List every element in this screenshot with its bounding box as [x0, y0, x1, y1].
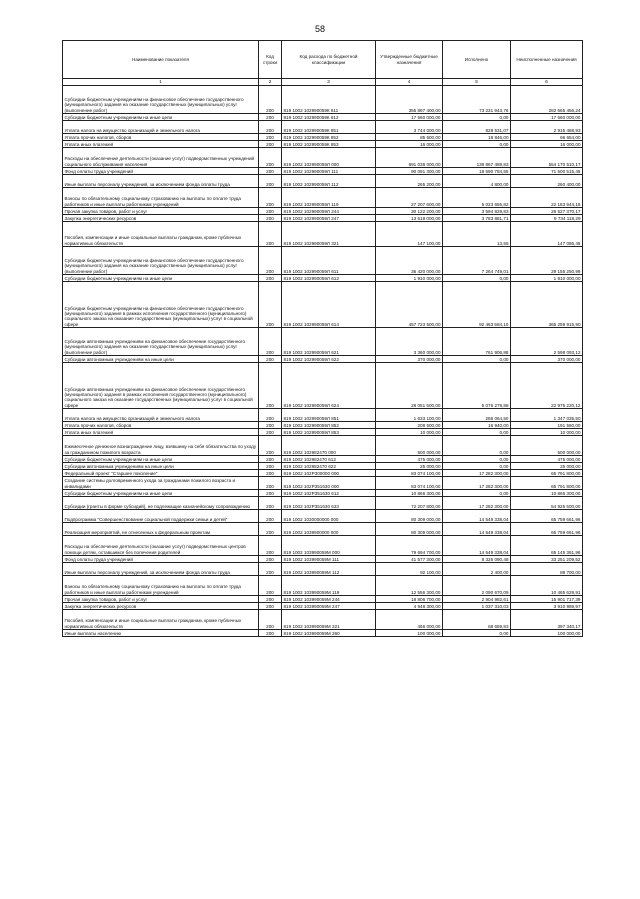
cell-budget-code: 819 1002 102Р351630 612	[282, 490, 376, 497]
table-row	[63, 363, 583, 409]
cell-indicator-name: Ежемесячное денежное вознаграждение лицу, взявшему на себя обязательства по уходу за гражданином пожилого возраста	[63, 436, 259, 456]
cell-line-code: 200	[259, 141, 282, 148]
cell-approved: 28 051 500,00	[376, 363, 443, 409]
cell-approved: 17 560 000,00	[376, 114, 443, 121]
cell-line-code: 200	[259, 275, 282, 282]
table-row	[63, 141, 583, 148]
table-row	[63, 114, 583, 121]
cell-executed: 5 076 279,88	[443, 363, 511, 409]
cell-executed: 8 326 090,48	[443, 556, 511, 563]
cell-line-code: 200	[259, 456, 282, 463]
cell-indicator-name: Уплата налога на имущество организаций и земельного налога	[63, 409, 259, 422]
table-row	[63, 222, 583, 247]
cell-executed: 286 064,50	[443, 409, 511, 422]
cell-unexecuted: 397 340,17	[511, 610, 583, 630]
table-row	[63, 121, 583, 134]
cell-unexecuted: 65 791 800,00	[511, 470, 583, 477]
header-approved: Утвержденные бюджетные назначения	[376, 41, 443, 79]
cell-approved: 500 000,00	[376, 436, 443, 456]
cell-executed: 0,00	[443, 114, 511, 121]
cell-executed: 136 867 489,83	[443, 148, 511, 168]
cell-unexecuted: 1 910 000,00	[511, 275, 583, 282]
cell-budget-code: 819 1002 102990059Л 321	[282, 222, 376, 247]
table-row	[63, 436, 583, 456]
cell-line-code: 200	[259, 429, 282, 436]
cell-line-code: 200	[259, 523, 282, 536]
cell-executed: 18 590 784,55	[443, 168, 511, 175]
cell-budget-code: 819 1002 102990059К 851	[282, 121, 376, 134]
cell-budget-code: 819 1002 1030000000 000	[282, 510, 376, 523]
cell-indicator-name: Уплата прочих налогов, сборов	[63, 422, 259, 429]
cell-executed: 17 282 300,00	[443, 477, 511, 490]
header-line-code: Код строки	[259, 41, 282, 79]
table-row	[63, 282, 583, 328]
cell-indicator-name: Взносы по обязательному социальному страхованию на выплаты по оплате труда работников и иные выплаты работникам учреждений	[63, 188, 259, 208]
cell-unexecuted: 65 759 661,96	[511, 510, 583, 523]
cell-approved: 147 100,00	[376, 222, 443, 247]
cell-line-code: 200	[259, 463, 282, 470]
cell-line-code: 200	[259, 563, 282, 576]
cell-executed: 0,00	[443, 436, 511, 456]
cell-approved: 208 500,00	[376, 422, 443, 429]
table-row	[63, 429, 583, 436]
table-row	[63, 356, 583, 363]
cell-line-code: 200	[259, 363, 282, 409]
cell-unexecuted: 365 259 915,90	[511, 282, 583, 328]
cell-unexecuted: 2 598 093,12	[511, 328, 583, 356]
cell-line-code: 200	[259, 630, 282, 637]
cell-unexecuted: 29 155 250,99	[511, 247, 583, 275]
cell-budget-code: 819 1002 102990059Л 853	[282, 429, 376, 436]
cell-executed: 2 400,00	[443, 563, 511, 576]
cell-approved: 83 074 100,00	[376, 470, 443, 477]
cell-executed: 68 659,83	[443, 610, 511, 630]
cell-line-code: 200	[259, 134, 282, 141]
column-number: 6	[511, 79, 583, 86]
cell-unexecuted: 66 654,00	[511, 134, 583, 141]
header-indicator-name: Наименование показателя	[63, 41, 259, 79]
cell-executed: 761 906,88	[443, 328, 511, 356]
expenditure-table	[62, 40, 583, 637]
table-row	[63, 409, 583, 422]
cell-executed: 0,00	[443, 630, 511, 637]
cell-unexecuted: 475 000,00	[511, 456, 583, 463]
cell-budget-code: 819 1002 103990059М 360	[282, 630, 376, 637]
cell-budget-code: 819 1002 103990059М 000	[282, 536, 376, 556]
cell-line-code: 200	[259, 222, 282, 247]
cell-budget-code: 819 1002 102990059Л 112	[282, 175, 376, 188]
cell-approved: 18 806 700,00	[376, 596, 443, 603]
cell-executed: 0,00	[443, 356, 511, 363]
cell-line-code: 200	[259, 409, 282, 422]
cell-executed: 2 904 982,61	[443, 596, 511, 603]
cell-approved: 80 309 000,00	[376, 510, 443, 523]
table-row	[63, 148, 583, 168]
cell-unexecuted: 22 183 944,18	[511, 188, 583, 208]
cell-budget-code: 819 1002 102990059Л 612	[282, 275, 376, 282]
cell-unexecuted: 15 901 717,39	[511, 596, 583, 603]
cell-indicator-name: Взносы по обязательному социальному страхованию на выплаты по оплате труда работников и иные выплаты работникам учреждений	[63, 576, 259, 596]
cell-budget-code: 819 1002 102990059Л 614	[282, 282, 376, 328]
cell-executed: 92 463 584,10	[443, 282, 511, 328]
cell-approved: 10 000,00	[376, 429, 443, 436]
table-row	[63, 563, 583, 576]
cell-line-code: 200	[259, 610, 282, 630]
cell-line-code: 200	[259, 510, 282, 523]
cell-line-code: 200	[259, 576, 282, 596]
cell-budget-code: 819 1002 102990059Л 244	[282, 208, 376, 215]
table-row	[63, 596, 583, 603]
cell-budget-code: 819 1002 103990059М 111	[282, 556, 376, 563]
cell-budget-code: 819 1002 102982470 612	[282, 456, 376, 463]
cell-executed: 3 783 881,71	[443, 215, 511, 222]
cell-approved: 30 122 200,00	[376, 208, 443, 215]
cell-executed: 14 549 338,04	[443, 536, 511, 556]
cell-budget-code: 819 1002 102990059Л 247	[282, 215, 376, 222]
cell-approved: 16 000,00	[376, 141, 443, 148]
cell-approved: 475 000,00	[376, 456, 443, 463]
table-row	[63, 275, 583, 282]
cell-indicator-name: Фонд оплаты труда учреждений	[63, 168, 259, 175]
cell-unexecuted: 100 000,00	[511, 630, 583, 637]
cell-executed: 0,00	[443, 141, 511, 148]
cell-line-code: 200	[259, 188, 282, 208]
cell-executed: 3 594 829,83	[443, 208, 511, 215]
cell-budget-code: 819 1002 103990059М 244	[282, 596, 376, 603]
cell-unexecuted: 22 975 220,12	[511, 363, 583, 409]
cell-indicator-name: Иные выплаты населению	[63, 630, 259, 637]
cell-line-code: 200	[259, 175, 282, 188]
cell-approved: 41 577 300,00	[376, 556, 443, 563]
table-row	[63, 510, 583, 523]
cell-approved: 1 910 000,00	[376, 275, 443, 282]
cell-indicator-name: Уплата налога на имущество организаций и земельного налога	[63, 121, 259, 134]
cell-approved: 100 000,00	[376, 630, 443, 637]
cell-line-code: 200	[259, 215, 282, 222]
cell-approved: 27 207 600,00	[376, 188, 443, 208]
cell-line-code: 200	[259, 208, 282, 215]
cell-line-code: 200	[259, 556, 282, 563]
cell-indicator-name: Субсидии бюджетным учреждениям на финансовое обеспечение государственного (муниципального) задания в рамках исполнения государственного (муниципального) социального заказа на оказание государственных (муниципальных) услуг в социальной сфере	[63, 282, 259, 328]
table-row	[63, 463, 583, 470]
table-row	[63, 470, 583, 477]
cell-unexecuted: 260 400,00	[511, 175, 583, 188]
cell-approved: 36 420 000,00	[376, 247, 443, 275]
cell-line-code: 200	[259, 121, 282, 134]
cell-indicator-name: Прочая закупка товаров, работ и услуг	[63, 208, 259, 215]
table-row	[63, 536, 583, 556]
cell-line-code: 200	[259, 490, 282, 497]
header-executed: Исполнено	[443, 41, 511, 79]
cell-budget-code: 819 1002 102Р300000 000	[282, 470, 376, 477]
cell-line-code: 200	[259, 470, 282, 477]
cell-indicator-name: Уплата прочих налогов, сборов	[63, 134, 259, 141]
cell-budget-code: 819 1002 1039900000 000	[282, 523, 376, 536]
cell-budget-code: 819 1002 102990059Л 119	[282, 188, 376, 208]
cell-unexecuted: 65 791 800,00	[511, 477, 583, 490]
cell-budget-code: 819 1002 102Р351630 633	[282, 497, 376, 510]
cell-unexecuted: 33 251 209,52	[511, 556, 583, 563]
cell-unexecuted: 3 910 989,97	[511, 603, 583, 610]
cell-line-code: 200	[259, 148, 282, 168]
cell-executed: 14 549 338,04	[443, 523, 511, 536]
cell-budget-code: 819 1002 102990059Л 851	[282, 409, 376, 422]
cell-executed: 17 282 300,00	[443, 497, 511, 510]
cell-unexecuted: 65 145 361,96	[511, 536, 583, 556]
column-number: 2	[259, 79, 282, 86]
cell-budget-code: 819 1002 102990059Л 624	[282, 363, 376, 409]
cell-unexecuted: 26 527 370,17	[511, 208, 583, 215]
cell-indicator-name: Прочая закупка товаров, работ и услуг	[63, 596, 259, 603]
cell-approved: 85 500,00	[376, 134, 443, 141]
cell-budget-code: 819 1002 102982470 000	[282, 436, 376, 456]
cell-approved: 79 694 700,00	[376, 536, 443, 556]
cell-budget-code: 819 1002 102990059Л 621	[282, 328, 376, 356]
table-row	[63, 168, 583, 175]
cell-unexecuted: 370 000,00	[511, 356, 583, 363]
table-row	[63, 630, 583, 637]
page-number: 58	[314, 24, 325, 34]
cell-indicator-name: Субсидии автономным учреждениям на финансовое обеспечение государственного (муниципального) задания в рамках исполнения государственного (муниципального) социального заказа на оказание государственных (муниципальных) услуг в социальной сфере	[63, 363, 259, 409]
cell-indicator-name: Субсидии бюджетным учреждениям на иные цели	[63, 275, 259, 282]
cell-unexecuted: 25 000,00	[511, 463, 583, 470]
header-unexecuted: Неисполненные назначения	[511, 41, 583, 79]
table-row	[63, 477, 583, 490]
cell-approved: 12 556 300,00	[376, 576, 443, 596]
cell-unexecuted: 2 915 468,93	[511, 121, 583, 134]
cell-indicator-name: Создание системы долговременного ухода за гражданами пожилого возраста и инвалидами	[63, 477, 259, 490]
cell-line-code: 200	[259, 596, 282, 603]
cell-budget-code: 819 1002 102990059Л 111	[282, 168, 376, 175]
cell-indicator-name: Расходы на обеспечение деятельности (оказание услуг) подведомственных учреждений социального обслуживания населения	[63, 148, 259, 168]
cell-approved: 355 897 400,00	[376, 86, 443, 114]
cell-budget-code: 819 1002 102982470 622	[282, 463, 376, 470]
cell-executed: 828 531,07	[443, 121, 511, 134]
cell-unexecuted: 17 560 000,00	[511, 114, 583, 121]
table-row	[63, 134, 583, 141]
cell-indicator-name: Субсидии (гранты в форме субсидий), не подлежащие казначейскому сопровождению	[63, 497, 259, 510]
table-row	[63, 175, 583, 188]
cell-budget-code: 819 1002 103990059М 247	[282, 603, 376, 610]
cell-indicator-name: Фонд оплаты труда учреждений	[63, 556, 259, 563]
cell-line-code: 200	[259, 603, 282, 610]
cell-executed: 1 037 310,03	[443, 603, 511, 610]
column-number: 5	[443, 79, 511, 86]
cell-executed: 73 231 943,76	[443, 86, 511, 114]
cell-indicator-name: Субсидии бюджетным учреждениям на финансовое обеспечение государственного (муниципального) задания на оказание государственных (муниципальных) услуг (выполнение работ)	[63, 247, 259, 275]
cell-executed: 0,00	[443, 429, 511, 436]
cell-approved: 80 309 000,00	[376, 523, 443, 536]
cell-approved: 10 866 300,00	[376, 490, 443, 497]
cell-line-code: 200	[259, 436, 282, 456]
table-row	[63, 610, 583, 630]
table-row	[63, 556, 583, 563]
cell-unexecuted: 500 000,00	[511, 436, 583, 456]
cell-indicator-name: Подпрограмма "Совершенствование социальной поддержки семьи и детей"	[63, 510, 259, 523]
table-row	[63, 422, 583, 429]
cell-indicator-name: Субсидии автономным учреждениям на иные цели	[63, 463, 259, 470]
cell-unexecuted: 191 560,00	[511, 422, 583, 429]
column-number: 1	[63, 79, 259, 86]
cell-unexecuted: 89 700,00	[511, 563, 583, 576]
table-row	[63, 603, 583, 610]
cell-indicator-name: Пособия, компенсации и иные социальные выплаты гражданам, кроме публичных нормативных обязательств	[63, 610, 259, 630]
column-number: 3	[282, 79, 376, 86]
cell-approved: 265 200,00	[376, 175, 443, 188]
cell-indicator-name: Пособия, компенсации и иные социальные выплаты гражданам, кроме публичных нормативных обязательств	[63, 222, 259, 247]
cell-indicator-name: Субсидии бюджетным учреждениям на иные цели	[63, 114, 259, 121]
cell-executed: 16 940,00	[443, 422, 511, 429]
cell-indicator-name: Закупка энергетических ресурсов	[63, 603, 259, 610]
column-number-row	[63, 79, 583, 86]
cell-executed: 0,00	[443, 275, 511, 282]
header-row	[63, 41, 583, 79]
cell-executed: 14 549 338,04	[443, 510, 511, 523]
cell-approved: 691 038 000,00	[376, 148, 443, 168]
cell-executed: 4 800,00	[443, 175, 511, 188]
cell-line-code: 200	[259, 497, 282, 510]
cell-indicator-name: Субсидии бюджетным учреждениям на иные цели	[63, 490, 259, 497]
cell-indicator-name: Субсидии автономным учреждениям на иные цели	[63, 356, 259, 363]
cell-unexecuted: 282 665 456,24	[511, 86, 583, 114]
cell-executed: 7 264 749,01	[443, 247, 511, 275]
cell-indicator-name: Федеральный проект "Старшее поколение"	[63, 470, 259, 477]
cell-unexecuted: 147 086,45	[511, 222, 583, 247]
cell-indicator-name: Субсидии бюджетным учреждениям на финансовое обеспечение государственного (муниципального) задания на оказание государственных (муниципальных) услуг (выполнение работ)	[63, 86, 259, 114]
cell-budget-code: 819 1002 102990059Л 622	[282, 356, 376, 363]
cell-indicator-name: Иные выплаты персоналу учреждений, за исключением фонда оплаты труда	[63, 563, 259, 576]
cell-executed: 18 846,00	[443, 134, 511, 141]
cell-unexecuted: 1 347 035,50	[511, 409, 583, 422]
cell-budget-code: 819 1002 102990059К 852	[282, 134, 376, 141]
table-row	[63, 215, 583, 222]
cell-unexecuted: 10 000,00	[511, 429, 583, 436]
cell-approved: 4 948 300,00	[376, 603, 443, 610]
cell-budget-code: 819 1002 102990059К 611	[282, 86, 376, 114]
cell-budget-code: 819 1002 102990059К 612	[282, 114, 376, 121]
table-row	[63, 208, 583, 215]
cell-executed: 13,55	[443, 222, 511, 247]
cell-executed: 5 023 655,82	[443, 188, 511, 208]
table-row	[63, 188, 583, 208]
cell-indicator-name: Иные выплаты персоналу учреждений, за исключением фонда оплаты труда	[63, 175, 259, 188]
table-row	[63, 456, 583, 463]
cell-approved: 466 000,00	[376, 610, 443, 630]
cell-indicator-name: Уплата иных платежей	[63, 429, 259, 436]
table-row	[63, 523, 583, 536]
cell-line-code: 200	[259, 536, 282, 556]
cell-unexecuted: 71 500 515,45	[511, 168, 583, 175]
cell-indicator-name: Уплата иных платежей	[63, 141, 259, 148]
cell-budget-code: 819 1002 102990059Л 000	[282, 148, 376, 168]
cell-approved: 72 207 800,00	[376, 497, 443, 510]
cell-line-code: 200	[259, 328, 282, 356]
cell-budget-code: 819 1002 102990059Л 852	[282, 422, 376, 429]
cell-executed: 17 282 300,00	[443, 470, 511, 477]
cell-line-code: 200	[259, 356, 282, 363]
cell-indicator-name: Субсидии автономным учреждениям на финансовое обеспечение государственного (муниципального) задания на оказание государственных (муниципальных) услуг (выполнение работ)	[63, 328, 259, 356]
header-budget-code: Код расхода по бюджетной классификации	[282, 41, 376, 79]
cell-approved: 1 633 100,00	[376, 409, 443, 422]
cell-approved: 3 744 000,00	[376, 121, 443, 134]
table-row	[63, 247, 583, 275]
cell-line-code: 200	[259, 282, 282, 328]
cell-budget-code: 819 1002 102990059Л 611	[282, 247, 376, 275]
cell-indicator-name: Расходы на обеспечение деятельности (оказание услуг) подведомственных центров помощи детям, оставшимся без попечения родителей	[63, 536, 259, 556]
table-row	[63, 497, 583, 510]
cell-approved: 457 723 500,00	[376, 282, 443, 328]
cell-unexecuted: 54 925 500,00	[511, 497, 583, 510]
cell-unexecuted: 10 866 300,00	[511, 490, 583, 497]
cell-approved: 83 074 100,00	[376, 477, 443, 490]
cell-indicator-name: Субсидии бюджетным учреждениям на иные цели	[63, 456, 259, 463]
cell-executed: 0,00	[443, 490, 511, 497]
cell-budget-code: 819 1002 103990059М 321	[282, 610, 376, 630]
cell-approved: 90 091 300,00	[376, 168, 443, 175]
cell-budget-code: 819 1002 102Р351630 000	[282, 477, 376, 490]
cell-indicator-name: Закупка энергетических ресурсов	[63, 215, 259, 222]
cell-line-code: 200	[259, 168, 282, 175]
table-row	[63, 328, 583, 356]
cell-line-code: 200	[259, 114, 282, 121]
column-number: 4	[376, 79, 443, 86]
cell-approved: 370 000,00	[376, 356, 443, 363]
cell-executed: 0,00	[443, 456, 511, 463]
cell-budget-code: 819 1002 102990059К 853	[282, 141, 376, 148]
cell-executed: 0,00	[443, 463, 511, 470]
cell-approved: 25 000,00	[376, 463, 443, 470]
cell-unexecuted: 554 170 510,17	[511, 148, 583, 168]
cell-line-code: 200	[259, 247, 282, 275]
cell-line-code: 200	[259, 477, 282, 490]
cell-budget-code: 819 1002 103990059М 119	[282, 576, 376, 596]
table-row	[63, 86, 583, 114]
cell-line-code: 200	[259, 86, 282, 114]
cell-unexecuted: 65 759 661,96	[511, 523, 583, 536]
cell-unexecuted: 16 000,00	[511, 141, 583, 148]
cell-unexecuted: 10 465 629,91	[511, 576, 583, 596]
cell-approved: 92 100,00	[376, 563, 443, 576]
cell-indicator-name: Реализация мероприятий, не отнесенных к федеральным проектам	[63, 523, 259, 536]
cell-approved: 13 518 000,00	[376, 215, 443, 222]
cell-executed: 2 090 670,09	[443, 576, 511, 596]
cell-line-code: 200	[259, 422, 282, 429]
cell-approved: 3 360 000,00	[376, 328, 443, 356]
cell-unexecuted: 9 734 118,29	[511, 215, 583, 222]
cell-budget-code: 819 1002 103990059М 112	[282, 563, 376, 576]
table-row	[63, 490, 583, 497]
table-row	[63, 576, 583, 596]
